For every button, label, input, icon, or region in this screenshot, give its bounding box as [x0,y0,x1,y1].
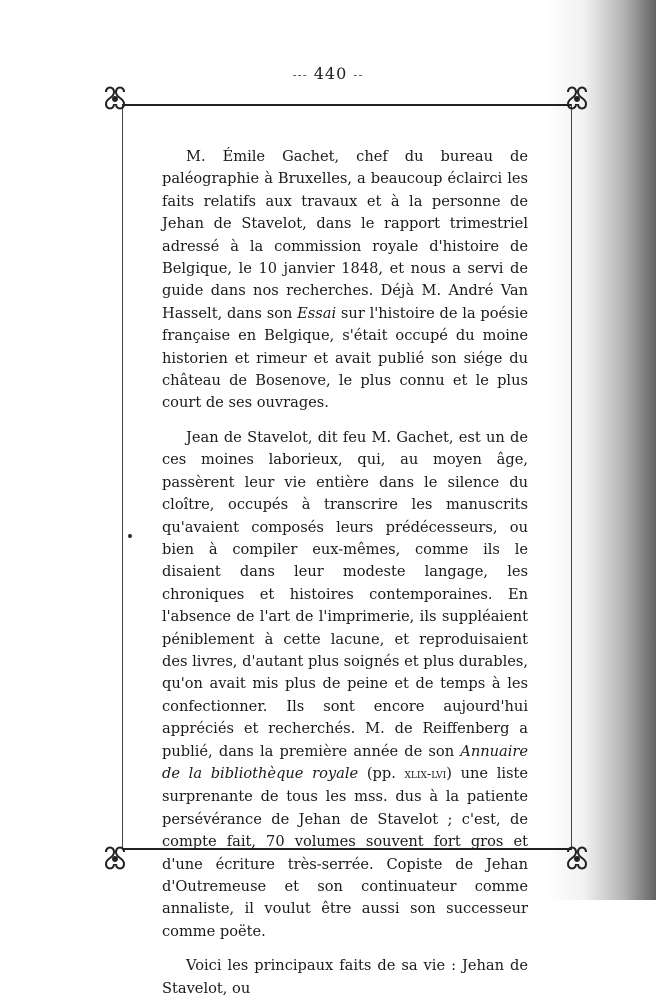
italic-title: Essai [297,304,337,322]
corner-ornament-icon [100,84,130,114]
paragraph-vie [162,955,528,1000]
italic-title: Annuaire de la bibliothèque royale [162,742,528,782]
page-number-value: 440 [313,64,348,83]
page-number-dash-right: -- [353,68,364,82]
paragraph-text: Jean de Stavelot, dit feu M. Gachet, est un de ces moines laborieux, qui, au moyen âge, passèrent leur vie entière dans le silence du cloître, occupés à transcrire les manuscrits qu'avaient composés leurs prédécesseurs, ou bien à compiler eux-mêmes, comme ils le disaient dans leur modeste langage, les chroniques et histoires contemporaines. En l'absence de l'art de l'imprimerie, ils suppléaient péniblement à cette lacune, et reproduisaient des livres, d'autant plus soignés et plus durables, qu'on avait mis plus de peine et de temps à les confectionner. Ils sont encore aujourd'hui appréciés et recherchés. M. de Reiffenberg a publié, dans la première année de son [162,428,528,760]
paragraph-text: M. Émile Gachet, chef du bureau de paléographie à Bruxelles, a beaucoup éclairci les faits relatifs aux travaux et à la personne de Jehan de Stavelot, dans le rapport trimestriel adressé à la commission royale d'histoire de Belgique, le 10 janvier 1848, et nous a servi de guide dans nos recherches. Déjà M. André Van Hasselt, dans son [162,148,528,322]
page-number-dash-left: --- [292,68,308,82]
paragraph-text: sur l'histoire de la poésie française en Belgique, s'était occupé du moine historien et rimeur et avait publié son siége du château de Bosenove, le plus connu et le plus court de ses ouvrages. [162,304,528,412]
page-range: xlix-lvi [404,766,447,782]
page-number [0,64,656,83]
paragraph-stavelot [162,427,528,943]
margin-mark [128,534,132,538]
paragraph-text: ) une liste surprenante de tous les mss. dus à la patiente persévérance de Jehan de Stavelot ; c'est, de compte fait, 70 volumes souvent fort gros et d'une écriture très-serrée. Copiste de Jehan d'Outremeuse et son continuateur comme annaliste, il voulut être aussi son successeur comme poëte. [162,764,529,940]
body-text [162,146,528,1000]
paragraph-text: (pp. [358,764,405,782]
paragraph-text: Voici les principaux faits de sa vie : Jehan de Stavelot, ou [162,957,528,997]
corner-ornament-icon [100,844,130,874]
corner-ornament-icon [562,844,592,874]
corner-ornament-icon [562,84,592,114]
paragraph-gachet [162,146,528,415]
